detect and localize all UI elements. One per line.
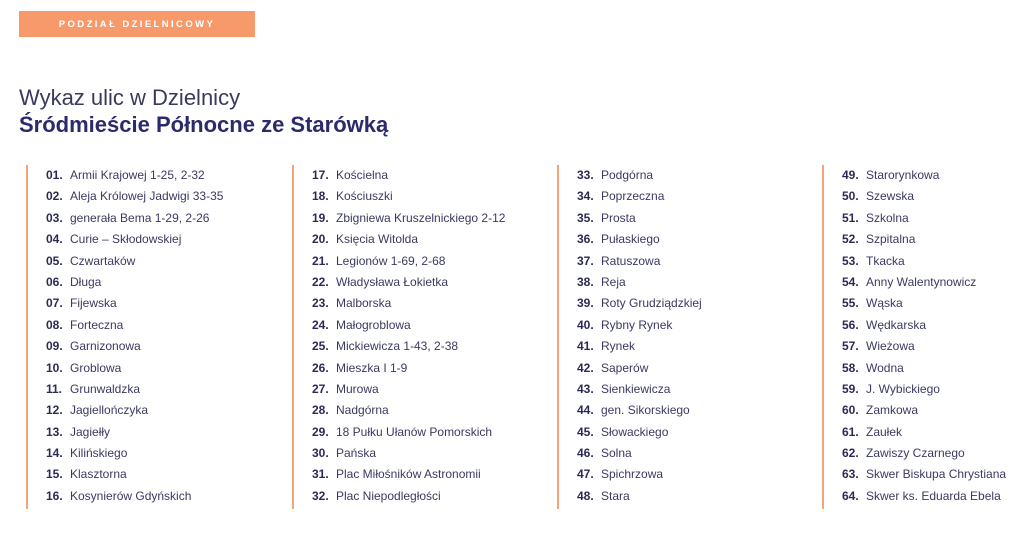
street-list-item: [577, 336, 702, 357]
street-name: Armii Krajowej 1-25, 2-32: [70, 168, 205, 182]
street-number: 59.: [842, 381, 859, 396]
street-name: Klasztorna: [70, 467, 127, 482]
street-list-item: [577, 229, 702, 250]
street-number: 38.: [577, 274, 594, 289]
street-number: 05.: [46, 253, 63, 268]
street-number: 43.: [577, 381, 594, 396]
street-number: 52.: [842, 232, 859, 247]
street-list-item: [842, 208, 1006, 229]
street-number: 62.: [842, 446, 859, 461]
street-name: gen. Sikorskiego: [601, 403, 690, 418]
street-list-item: [46, 443, 223, 464]
street-list-item: [577, 208, 702, 229]
street-name: Wędkarska: [866, 317, 927, 332]
street-number: 17.: [312, 168, 329, 182]
street-list-item: [842, 422, 1006, 443]
street-list-item: [312, 422, 505, 443]
street-number: 37.: [577, 253, 594, 268]
street-list-item: [46, 379, 223, 400]
street-number: 11.: [46, 381, 63, 396]
street-number: 60.: [842, 403, 859, 418]
street-name: Rybny Rynek: [601, 317, 673, 332]
street-number: 18.: [312, 189, 329, 204]
street-list-item: [842, 443, 1006, 464]
street-name: Reja: [601, 274, 626, 289]
street-number: 34.: [577, 189, 594, 204]
street-number: 06.: [46, 274, 63, 289]
street-number: 28.: [312, 403, 329, 418]
street-list-item: [842, 229, 1006, 250]
street-number: 33.: [577, 168, 594, 182]
street-number: 40.: [577, 317, 594, 332]
street-list-item: [577, 315, 702, 336]
street-name: Garnizonowa: [70, 339, 141, 354]
street-list-item: [46, 486, 223, 507]
street-name: Pańska: [336, 446, 377, 461]
street-name: 18 Pułku Ułanów Pomorskich: [336, 424, 493, 439]
street-number: 04.: [46, 232, 63, 247]
street-number: 15.: [46, 467, 63, 482]
street-list-item: [46, 272, 223, 293]
street-number: 16.: [46, 488, 63, 503]
street-number: 24.: [312, 317, 329, 332]
street-number: 25.: [312, 339, 329, 354]
street-name: Skwer ks. Eduarda Ebela: [866, 488, 1001, 503]
street-name: Groblowa: [70, 360, 122, 375]
street-number: 56.: [842, 317, 859, 332]
street-name: J. Wybickiego: [866, 381, 940, 396]
street-number: 58.: [842, 360, 859, 375]
street-column-1: [26, 165, 223, 509]
street-list-item: [46, 251, 223, 272]
street-name: Forteczna: [70, 317, 124, 332]
street-name: Kościelna: [336, 168, 389, 182]
street-list-item: [312, 229, 505, 250]
street-name: Skwer Biskupa Chrystiana: [866, 467, 1007, 482]
street-name: Plac Miłośników Astronomii: [336, 467, 481, 482]
street-name: Saperów: [601, 360, 649, 375]
street-name: Ratuszowa: [601, 253, 661, 268]
street-name: Mieszka I 1-9: [336, 360, 408, 375]
street-list-item: [312, 486, 505, 507]
street-name: Rynek: [601, 339, 636, 354]
street-number: 13.: [46, 424, 63, 439]
street-number: 09.: [46, 339, 63, 354]
street-number: 46.: [577, 446, 594, 461]
street-list-item: [312, 358, 505, 379]
street-number: 53.: [842, 253, 859, 268]
street-list-item: [577, 400, 702, 421]
street-name: Kilińskiego: [70, 446, 128, 461]
street-name: Jagiellończyka: [70, 403, 149, 418]
street-name: Zawiszy Czarnego: [866, 446, 965, 461]
street-number: 07.: [46, 296, 63, 311]
street-name: Curie – Skłodowskiej: [70, 232, 182, 247]
street-list-item: [842, 251, 1006, 272]
street-number: 21.: [312, 253, 329, 268]
street-number: 44.: [577, 403, 594, 418]
street-number: 31.: [312, 467, 329, 482]
street-name: generała Bema 1-29, 2-26: [70, 210, 210, 225]
street-name: Czwartaków: [70, 253, 136, 268]
street-name: Poprzeczna: [601, 189, 665, 204]
street-list-item: [46, 315, 223, 336]
street-number: 63.: [842, 467, 859, 482]
street-name: Mickiewicza 1-43, 2-38: [336, 339, 459, 354]
street-list-item: [46, 208, 223, 229]
street-name: Murowa: [336, 381, 379, 396]
street-list-item: [842, 272, 1006, 293]
street-name: Sienkiewicza: [601, 381, 671, 396]
street-list-item: [842, 315, 1006, 336]
street-list-item: [312, 272, 505, 293]
street-name: Solna: [601, 446, 632, 461]
street-number: 51.: [842, 210, 859, 225]
street-list-item: [46, 293, 223, 314]
street-list-item: [312, 443, 505, 464]
street-list-item: [46, 422, 223, 443]
street-name: Szpitalna: [866, 232, 916, 247]
street-number: 03.: [46, 210, 63, 225]
street-list-item: [842, 464, 1006, 485]
street-name: Roty Grudziądzkiej: [601, 296, 702, 311]
street-list-item: [842, 186, 1006, 207]
street-list-item: [312, 379, 505, 400]
street-name: Starorynkowa: [866, 168, 940, 182]
street-name: Wieżowa: [866, 339, 915, 354]
street-list-item: [312, 336, 505, 357]
street-name: Długa: [70, 274, 102, 289]
street-number: 50.: [842, 189, 859, 204]
street-number: 48.: [577, 488, 594, 503]
street-name: Podgórna: [601, 168, 654, 182]
street-number: 02.: [46, 189, 63, 204]
street-list-item: [842, 379, 1006, 400]
street-list-item: [46, 165, 223, 186]
street-name: Władysława Łokietka: [336, 274, 449, 289]
street-number: 23.: [312, 296, 329, 311]
street-list-item: [577, 358, 702, 379]
street-number: 41.: [577, 339, 594, 354]
street-list-item: [577, 186, 702, 207]
street-list-item: [842, 165, 1006, 186]
street-number: 30.: [312, 446, 329, 461]
street-list-item: [842, 293, 1006, 314]
street-number: 10.: [46, 360, 63, 375]
street-list-item: [577, 293, 702, 314]
street-list-item: [46, 400, 223, 421]
street-number: 08.: [46, 317, 63, 332]
street-list-item: [577, 486, 702, 507]
street-number: 01.: [46, 168, 63, 182]
street-number: 12.: [46, 403, 63, 418]
street-name: Plac Niepodległości: [336, 488, 441, 503]
street-number: 32.: [312, 488, 329, 503]
street-list-item: [312, 293, 505, 314]
street-column-4: [822, 165, 1006, 509]
street-name: Wąska: [866, 296, 903, 311]
street-list-item: [577, 379, 702, 400]
street-list-item: [312, 400, 505, 421]
street-number: 14.: [46, 446, 63, 461]
street-name: Tkacka: [866, 253, 905, 268]
page-subtitle: Śródmieście Północne ze Starówką: [19, 112, 389, 137]
street-number: 49.: [842, 168, 859, 182]
street-name: Nadgórna: [336, 403, 389, 418]
street-name: Pułaskiego: [601, 232, 660, 247]
street-list-item: [46, 358, 223, 379]
street-number: 20.: [312, 232, 329, 247]
section-badge: PODZIAŁ DZIELNICOWY: [19, 11, 255, 37]
street-name: Stara: [601, 488, 630, 503]
street-list-item: [46, 229, 223, 250]
street-list-item: [312, 464, 505, 485]
street-number: 29.: [312, 424, 329, 439]
street-name: Anny Walentynowicz: [866, 274, 977, 289]
street-list-item: [842, 336, 1006, 357]
street-list-item: [312, 208, 505, 229]
street-name: Spichrzowa: [601, 467, 664, 482]
street-list-item: [312, 251, 505, 272]
street-name: Słowackiego: [601, 424, 669, 439]
street-number: 45.: [577, 424, 594, 439]
street-number: 57.: [842, 339, 859, 354]
street-column-3: [557, 165, 702, 509]
street-list-item: [46, 186, 223, 207]
street-name: Zbigniewa Kruszelnickiego 2-12: [336, 210, 506, 225]
street-list-item: [577, 464, 702, 485]
street-number: 39.: [577, 296, 594, 311]
street-name: Kościuszki: [336, 189, 393, 204]
street-name: Wodna: [866, 360, 904, 375]
street-name: Grunwaldzka: [70, 381, 141, 396]
street-number: 19.: [312, 210, 329, 225]
street-name: Kosynierów Gdyńskich: [70, 488, 192, 503]
street-name: Zaułek: [866, 424, 903, 439]
street-number: 35.: [577, 210, 594, 225]
street-list-item: [842, 486, 1006, 507]
street-list-item: [577, 165, 702, 186]
street-column-2: [292, 165, 505, 509]
street-name: Jagiełły: [70, 424, 111, 439]
street-list-item: [842, 400, 1006, 421]
street-list-item: [577, 272, 702, 293]
street-number: 22.: [312, 274, 329, 289]
street-number: 54.: [842, 274, 859, 289]
street-number: 36.: [577, 232, 594, 247]
street-number: 61.: [842, 424, 859, 439]
street-name: Szkolna: [866, 210, 909, 225]
street-name: Fijewska: [70, 296, 117, 311]
street-number: 27.: [312, 381, 329, 396]
street-list-item: [312, 186, 505, 207]
street-number: 64.: [842, 488, 859, 503]
street-name: Legionów 1-69, 2-68: [336, 253, 446, 268]
street-list-item: [312, 165, 505, 186]
street-list-item: [46, 464, 223, 485]
street-list-item: [312, 315, 505, 336]
street-name: Księcia Witolda: [336, 232, 419, 247]
street-name: Prosta: [601, 210, 636, 225]
street-name: Zamkowa: [866, 403, 919, 418]
street-name: Szewska: [866, 189, 915, 204]
street-number: 42.: [577, 360, 594, 375]
street-number: 26.: [312, 360, 329, 375]
street-name: Małogroblowa: [336, 317, 411, 332]
street-list-item: [577, 422, 702, 443]
street-name: Malborska: [336, 296, 392, 311]
street-list-item: [842, 358, 1006, 379]
street-number: 47.: [577, 467, 594, 482]
page-title: Wykaz ulic w Dzielnicy: [19, 85, 241, 110]
street-number: 55.: [842, 296, 859, 311]
street-list-item: [46, 336, 223, 357]
street-list-item: [577, 251, 702, 272]
street-list-item: [577, 443, 702, 464]
street-name: Aleja Królowej Jadwigi 33-35: [70, 189, 224, 204]
